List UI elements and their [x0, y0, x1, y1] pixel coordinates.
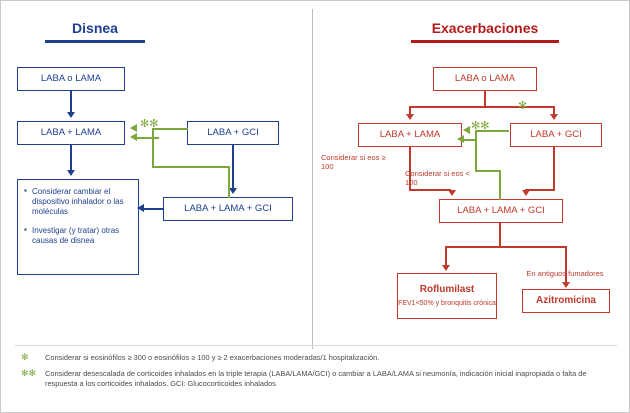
panel-title-disnea: Disnea	[45, 17, 145, 43]
connector-l-green-vert	[152, 128, 154, 168]
arrowhead-r7	[522, 190, 530, 196]
connector-r-green-bottom	[475, 170, 501, 172]
label-eos-high: Considerar si eos ≥ 100	[321, 153, 386, 172]
right-box-laba-o-lama: LABA o LAMA	[433, 67, 537, 91]
left-box-laba-lama-gci: LABA + LAMA + GCI	[163, 197, 293, 221]
left-box-laba-lama: LABA + LAMA	[17, 121, 125, 145]
roflumilast-title: Roflumilast	[419, 284, 475, 296]
arrowhead-l1	[67, 112, 75, 118]
connector-l4	[144, 208, 164, 210]
footnote-separator	[15, 345, 617, 346]
connector-r9	[499, 223, 501, 247]
footnotes	[1, 353, 630, 395]
roflumilast-subtitle: FEV1<50% y bronquitis crónica	[398, 299, 496, 307]
arrowhead-r10	[442, 265, 450, 271]
footnote-mark-1: ✻	[21, 352, 29, 362]
right-box-laba-lama-gci: LABA + LAMA + GCI	[439, 199, 563, 223]
right-box-roflumilast	[397, 273, 497, 319]
label-eos-low: Considerar si eos < 100	[405, 169, 470, 188]
arrowhead-r-green-top	[463, 126, 470, 134]
connector-r10	[445, 246, 567, 248]
connector-l3	[232, 145, 234, 189]
arrowhead-r-right	[550, 114, 558, 120]
arrowhead-r-left	[406, 114, 414, 120]
arrowhead-r12	[562, 282, 570, 288]
connector-l-green-bottom	[152, 166, 230, 168]
footnote-text-2: Considerar desescalada de corticoides inhalados en la triple terapia (LABA/LAMA/GCI) o cambiar a LABA/LAMA si neumonía, indicación inicial inapropiada o falta de respuesta a los corticoides inhalados. GCI: Glucocorticoides inhalados	[45, 368, 587, 388]
connector-l-green-vert2	[228, 166, 230, 198]
connector-r6	[409, 189, 451, 191]
star-marker-right: ✻	[518, 100, 528, 112]
connector-r-green-lower-in	[463, 139, 477, 141]
connector-r1	[484, 91, 486, 107]
arrowhead-l2	[67, 170, 75, 176]
arrowhead-l3	[229, 188, 237, 194]
arrowhead-r-green-lower	[457, 135, 464, 143]
left-notes-box	[17, 179, 139, 275]
star-marker-left: ✻✻	[140, 118, 159, 130]
arrowhead-r5	[448, 190, 456, 196]
footnote-mark-2: ✻✻	[21, 367, 37, 378]
star-marker-right-2: ✻✻	[471, 120, 490, 132]
right-box-azitromicina: Azitromicina	[522, 289, 610, 313]
panel-divider	[312, 9, 313, 349]
left-note-2: ▪ Investigar (y tratar) otras causas de disnea	[24, 226, 132, 246]
left-note-1: ▪ Considerar cambiar el dispositivo inhalador o las moléculas	[24, 187, 132, 218]
connector-l-green-lower-in	[137, 137, 159, 139]
arrowhead-l-green-lower	[130, 133, 137, 141]
connector-r2	[409, 106, 555, 108]
connector-l1	[70, 91, 72, 113]
connector-r7	[553, 147, 555, 189]
arrowhead-l-green-top	[130, 124, 137, 132]
right-box-laba-lama: LABA + LAMA	[358, 123, 462, 147]
footnote-text-1: Considerar si eosinófilos ≥ 300 o eosinófilos ≥ 100 y ≥ 2 exacerbaciones moderadas/1 hospitalización.	[45, 353, 380, 362]
label-smokers: En antiguos fumadores	[526, 269, 604, 278]
footnote-row-1	[15, 353, 617, 363]
connector-r-green-vert2	[499, 170, 501, 200]
left-box-laba-gci: LABA + GCI	[187, 121, 279, 145]
connector-l2	[70, 145, 72, 171]
panel-title-exacerbaciones: Exacerbaciones	[411, 17, 559, 43]
right-box-laba-gci: LABA + GCI	[510, 123, 602, 147]
footnote-row-2	[15, 369, 617, 389]
left-box-laba-o-lama: LABA o LAMA	[17, 67, 125, 91]
connector-r-green-vert	[475, 130, 477, 172]
